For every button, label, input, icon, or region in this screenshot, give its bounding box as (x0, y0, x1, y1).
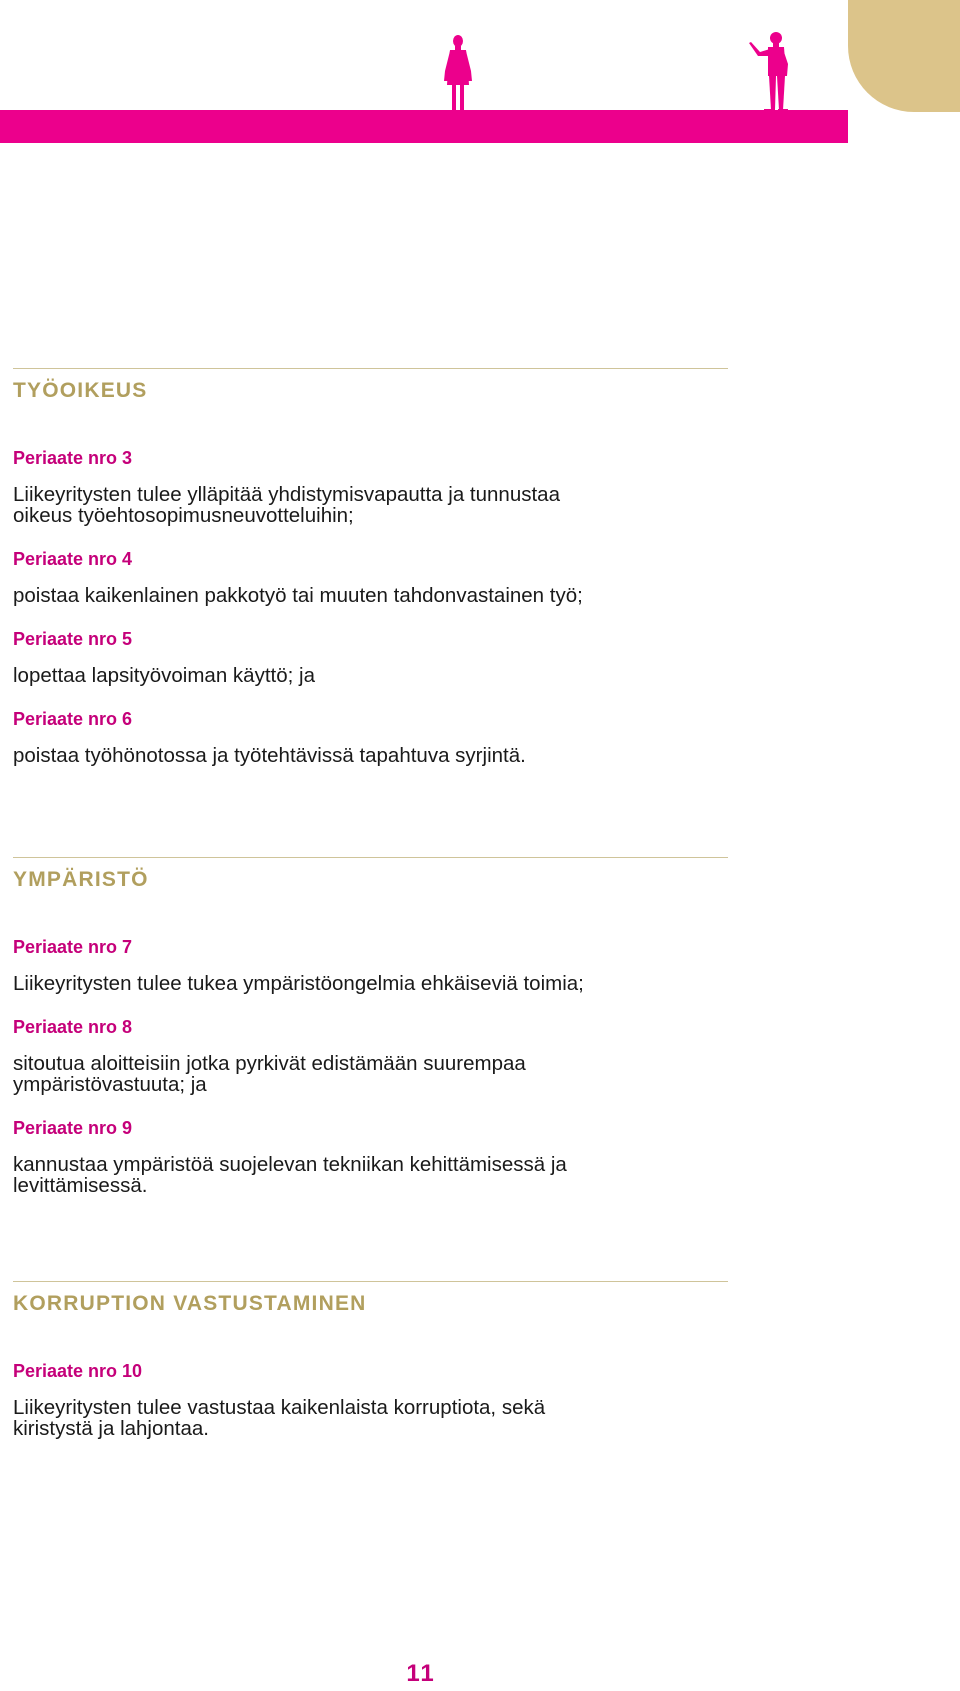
principle-text: Liikeyritysten tulee vastustaa kaikenlaista korruptiota, sekä kiristystä ja lahjontaa. (13, 1396, 546, 1440)
principle-text: kannustaa ympäristöä suojelevan tekniikan kehittämisessä ja levittämisessä. (13, 1153, 567, 1197)
principle-text: poistaa kaikenlainen pakkotyö tai muuten tahdonvastainen työ; (13, 584, 583, 607)
principle-text: poistaa työhönotossa ja työtehtävissä tapahtuva syrjintä. (13, 744, 526, 767)
principle-3 (13, 447, 728, 526)
section-title: YMPÄRISTÖ (13, 868, 149, 891)
principle-5 (13, 628, 728, 686)
principle-label: Periaate nro 3 (13, 448, 133, 468)
section-korruption-vastustaminen (13, 1281, 728, 1461)
section-divider (13, 368, 728, 369)
principle-text: lopettaa lapsityövoiman käyttö; ja (13, 664, 315, 687)
section-divider (13, 857, 728, 858)
corner-decoration (848, 0, 960, 112)
section-title: TYÖOIKEUS (13, 379, 148, 402)
section-title: KORRUPTION VASTUSTAMINEN (13, 1292, 367, 1315)
principle-9 (13, 1117, 728, 1196)
principle-text: sitoutua aloitteisiin jotka pyrkivät edistämään suurempaa ympäristövastuuta; ja (13, 1052, 526, 1096)
principle-label: Periaate nro 7 (13, 937, 133, 957)
section-tyooikeus (13, 368, 728, 788)
principle-10 (13, 1360, 728, 1439)
principle-6 (13, 708, 728, 766)
presenter-man-silhouette-icon (748, 30, 792, 114)
principle-7 (13, 936, 728, 994)
section-divider (13, 1281, 728, 1282)
section-ymparisto (13, 857, 728, 1218)
principle-label: Periaate nro 4 (13, 549, 133, 569)
principle-label: Periaate nro 6 (13, 709, 133, 729)
principle-text: Liikeyritysten tulee ylläpitää yhdistymisvapautta ja tunnustaa oikeus työehtosopimusneuvotteluihin; (13, 483, 560, 527)
principle-label: Periaate nro 5 (13, 629, 133, 649)
header-bar (0, 110, 848, 143)
principle-8 (13, 1016, 728, 1095)
woman-silhouette-icon (440, 35, 474, 113)
principle-label: Periaate nro 9 (13, 1118, 133, 1138)
principle-label: Periaate nro 8 (13, 1017, 133, 1037)
page-number: 11 (406, 1660, 436, 1687)
principle-label: Periaate nro 10 (13, 1361, 143, 1381)
principle-text: Liikeyritysten tulee tukea ympäristöongelmia ehkäiseviä toimia; (13, 972, 584, 995)
principle-4 (13, 548, 728, 606)
